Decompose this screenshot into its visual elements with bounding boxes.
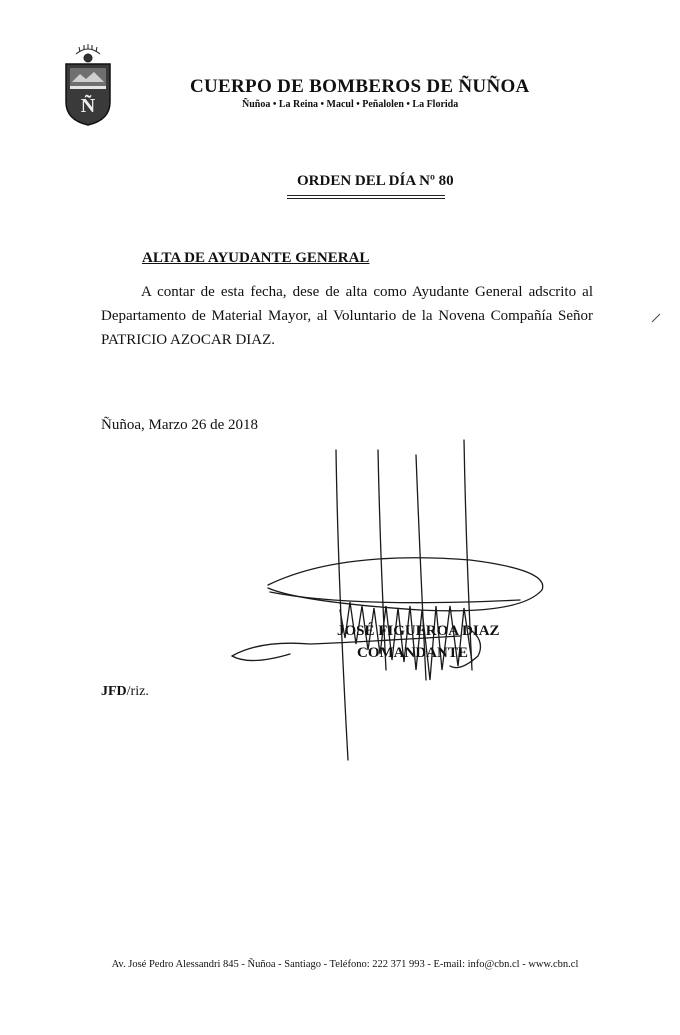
svg-text:Ñ: Ñ <box>80 95 96 117</box>
section-body-text: A contar de esta fecha, dese de alta como Ayudante General adscrito al Departamento de Material Mayor, al Voluntario de la Novena Compañía Señor PATRICIO AZOCAR DIAZ. <box>101 284 593 348</box>
footer-address: Av. José Pedro Alessandri 845 - Ñuñoa - Santiago - Teléfono: 222 371 993 - E-mail: info@cbn.cl - www.cbn.cl <box>111 959 579 970</box>
signer-name: JOSÉ FIGUEROA DIAZ <box>337 623 500 639</box>
order-of-the-day-title: ORDEN DEL DÍA Nº 80 <box>297 173 454 189</box>
title-underline-bottom <box>287 198 445 199</box>
section-heading: ALTA DE AYUDANTE GENERAL <box>142 250 370 266</box>
handwritten-signature <box>220 430 560 770</box>
organization-communes: Ñuñoa • La Reina • Macul • Peñalolen • La Florida <box>242 99 459 110</box>
section-body <box>101 280 593 352</box>
place-and-date: Ñuñoa, Marzo 26 de 2018 <box>101 417 259 433</box>
organization-title: CUERPO DE BOMBEROS DE ÑUÑOA <box>190 76 530 97</box>
typist-initials: /riz. <box>126 684 149 699</box>
reference-initials <box>101 684 149 700</box>
signer-title: COMANDANTE <box>357 645 468 661</box>
title-underline-top <box>287 195 445 196</box>
stray-pen-mark <box>650 312 662 324</box>
author-initials: JFD <box>101 684 127 699</box>
